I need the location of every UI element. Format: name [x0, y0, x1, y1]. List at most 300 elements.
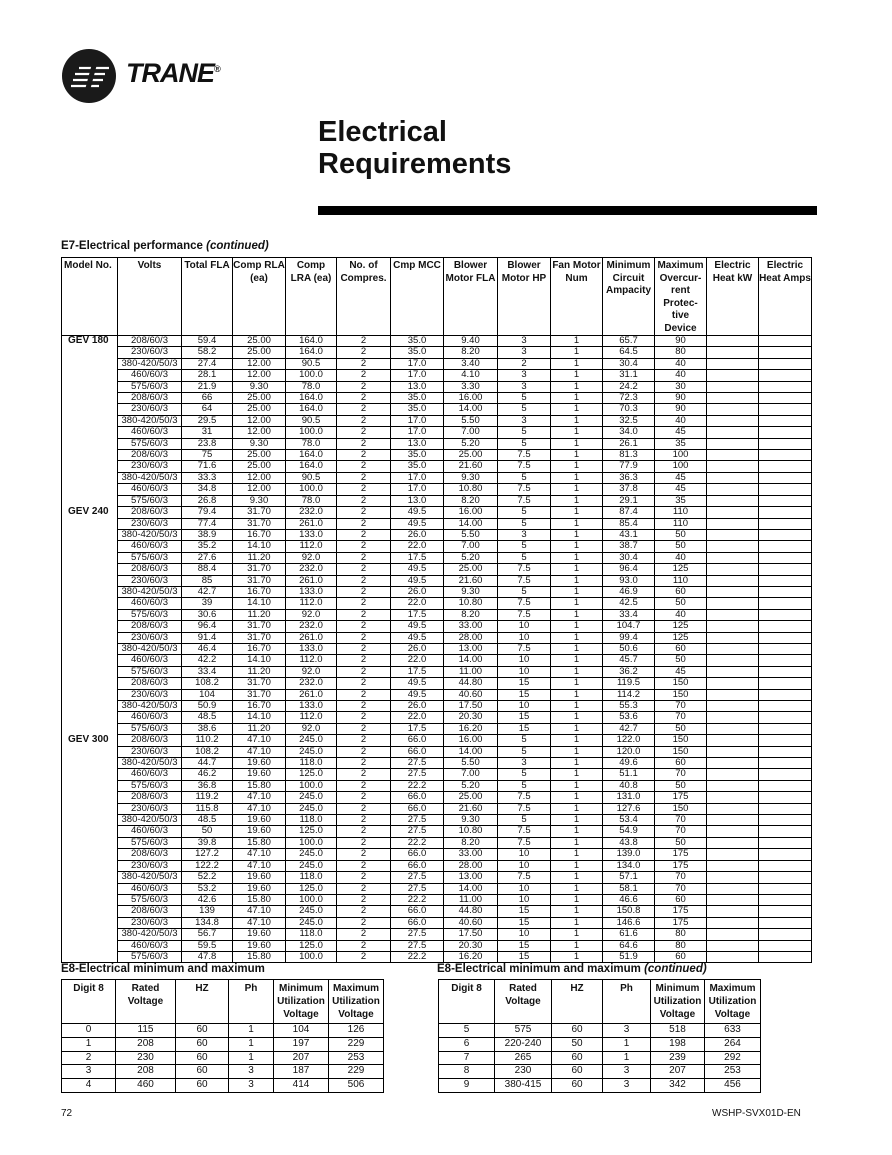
table-cell: 2 — [337, 735, 391, 746]
table-cell: 10 — [498, 883, 551, 894]
empty-cell — [759, 564, 812, 575]
table-cell: 3 — [498, 370, 551, 381]
table-cell: 9.30 — [233, 495, 286, 506]
table-cell: 1 — [551, 347, 603, 358]
empty-cell — [759, 780, 812, 791]
table-cell: 44.80 — [444, 906, 498, 917]
table-cell: 127.6 — [603, 803, 655, 814]
table-cell: 19.60 — [233, 940, 286, 951]
table-cell: 16.20 — [444, 951, 498, 962]
table-cell: 9.30 — [444, 472, 498, 483]
table-cell: 100 — [655, 450, 707, 461]
table-cell: 100.0 — [286, 951, 337, 962]
table-cell: 26.1 — [603, 438, 655, 449]
table-row — [62, 438, 812, 449]
empty-cell — [759, 792, 812, 803]
table-cell: 1 — [551, 427, 603, 438]
table-cell: 1 — [551, 450, 603, 461]
table-cell: 104 — [182, 689, 233, 700]
table-cell: 25.00 — [233, 347, 286, 358]
column-header: Maximum Utilization Voltage — [329, 980, 384, 1024]
table-cell: 575/60/3 — [118, 381, 182, 392]
table-cell: 1 — [551, 484, 603, 495]
table-cell: 125 — [655, 564, 707, 575]
model-cell — [62, 860, 118, 871]
table-cell: 87.4 — [603, 507, 655, 518]
table-cell: 108.2 — [182, 746, 233, 757]
table-row — [62, 1079, 384, 1093]
table-cell: 19.60 — [233, 758, 286, 769]
table-cell: 27.6 — [182, 552, 233, 563]
table-cell: 33.4 — [182, 666, 233, 677]
table-cell: 19.60 — [233, 883, 286, 894]
empty-cell — [707, 632, 759, 643]
model-cell: GEV 300 — [62, 735, 118, 746]
table-cell: 39 — [182, 598, 233, 609]
table-cell: 208/60/3 — [118, 792, 182, 803]
table-cell: 164.0 — [286, 450, 337, 461]
table-cell: 575/60/3 — [118, 438, 182, 449]
table-row — [62, 701, 812, 712]
table-cell: 230/60/3 — [118, 803, 182, 814]
empty-cell — [707, 643, 759, 654]
table-row — [62, 427, 812, 438]
table-cell: 115 — [116, 1024, 176, 1038]
column-header: HZ — [176, 980, 229, 1024]
table-cell: 47.10 — [233, 860, 286, 871]
table-cell: 5 — [498, 438, 551, 449]
empty-cell — [707, 370, 759, 381]
model-cell — [62, 792, 118, 803]
table-cell: 1 — [551, 358, 603, 369]
table-cell: 1 — [551, 552, 603, 563]
table-cell: 28.00 — [444, 860, 498, 871]
empty-cell — [707, 518, 759, 529]
empty-cell — [759, 803, 812, 814]
empty-cell — [707, 689, 759, 700]
table-cell: 575/60/3 — [118, 495, 182, 506]
table-cell: 2 — [337, 438, 391, 449]
table-cell: 27.5 — [391, 758, 444, 769]
table-row — [62, 929, 812, 940]
table-cell: 2 — [337, 643, 391, 654]
table-cell: 31.70 — [233, 507, 286, 518]
table-cell: 175 — [655, 860, 707, 871]
table-cell: 2 — [337, 609, 391, 620]
table-cell: 1 — [551, 883, 603, 894]
table-cell: 3 — [229, 1065, 274, 1079]
column-header: No. of Compres. — [337, 258, 391, 336]
empty-cell — [759, 609, 812, 620]
table-cell: 24.2 — [603, 381, 655, 392]
model-cell — [62, 689, 118, 700]
table-cell: 1 — [229, 1024, 274, 1038]
table-cell: 35.2 — [182, 541, 233, 552]
table-cell: 13.00 — [444, 643, 498, 654]
table-cell: 380-420/50/3 — [118, 872, 182, 883]
table-cell: 1 — [551, 689, 603, 700]
table-cell: 45 — [655, 484, 707, 495]
model-cell — [62, 518, 118, 529]
empty-cell — [707, 655, 759, 666]
table-cell: 3 — [603, 1065, 651, 1079]
table-cell: 90.5 — [286, 358, 337, 369]
table-cell: 35 — [655, 495, 707, 506]
table-cell: 633 — [705, 1024, 761, 1038]
table-cell: 5 — [498, 746, 551, 757]
table-cell: 3 — [498, 336, 551, 347]
table-cell: 575/60/3 — [118, 780, 182, 791]
table-row — [62, 609, 812, 620]
empty-cell — [759, 347, 812, 358]
brand-logo-text: TRANE® — [126, 58, 220, 88]
table-cell: 5 — [498, 769, 551, 780]
table-cell: 16.70 — [233, 643, 286, 654]
table-cell: 164.0 — [286, 336, 337, 347]
table-cell: 7.5 — [498, 643, 551, 654]
table-cell: 1 — [551, 894, 603, 905]
table-cell: 1 — [551, 621, 603, 632]
table-cell: 59.4 — [182, 336, 233, 347]
table-cell: 27.5 — [391, 826, 444, 837]
table-cell: 60 — [655, 586, 707, 597]
table-cell: 40 — [655, 609, 707, 620]
table-cell: 10 — [498, 666, 551, 677]
table-cell: 80 — [655, 347, 707, 358]
table-row — [62, 735, 812, 746]
table-cell: 380-420/50/3 — [118, 529, 182, 540]
table-cell: 1 — [551, 929, 603, 940]
table-cell: 1 — [551, 643, 603, 654]
table-cell: 460/60/3 — [118, 883, 182, 894]
table-cell: 380-420/50/3 — [118, 586, 182, 597]
table-cell: 380-420/50/3 — [118, 758, 182, 769]
table-cell: 48.5 — [182, 712, 233, 723]
table-row — [62, 370, 812, 381]
table-cell: 29.1 — [603, 495, 655, 506]
table-row — [62, 347, 812, 358]
table-cell: 50 — [655, 780, 707, 791]
table-row — [62, 552, 812, 563]
table-cell: 30 — [655, 381, 707, 392]
model-cell — [62, 746, 118, 757]
table-cell: 1 — [551, 792, 603, 803]
table-cell: 5.50 — [444, 415, 498, 426]
table-cell: 7.00 — [444, 541, 498, 552]
table-cell: 3.40 — [444, 358, 498, 369]
table-cell: 2 — [337, 404, 391, 415]
table-cell: 8 — [439, 1065, 495, 1079]
table-cell: 78.0 — [286, 381, 337, 392]
table-cell: 164.0 — [286, 393, 337, 404]
table-cell: 12.00 — [233, 370, 286, 381]
empty-cell — [759, 906, 812, 917]
table-cell: 61.6 — [603, 929, 655, 940]
table-cell: 17.0 — [391, 472, 444, 483]
empty-cell — [759, 643, 812, 654]
table-cell: 60 — [655, 758, 707, 769]
table-cell: 2 — [337, 484, 391, 495]
table-cell: 7.5 — [498, 495, 551, 506]
table-cell: 7.00 — [444, 769, 498, 780]
table-cell: 100.0 — [286, 894, 337, 905]
trane-logo-icon — [61, 48, 117, 104]
table-cell: 90 — [655, 336, 707, 347]
title-rule — [318, 206, 817, 215]
column-header: Rated Voltage — [495, 980, 552, 1024]
table-cell: 253 — [705, 1065, 761, 1079]
table-cell: 5.20 — [444, 780, 498, 791]
table-cell: 253 — [329, 1051, 384, 1065]
table-row — [62, 393, 812, 404]
table-cell: 1 — [551, 415, 603, 426]
table-cell: 35.0 — [391, 347, 444, 358]
table-cell: 133.0 — [286, 701, 337, 712]
column-header: Total FLA — [182, 258, 233, 336]
table-cell: 9 — [439, 1079, 495, 1093]
table-cell: 21.60 — [444, 575, 498, 586]
table-cell: 39.8 — [182, 837, 233, 848]
empty-cell — [759, 552, 812, 563]
table-cell: 70 — [655, 815, 707, 826]
table-cell: 1 — [551, 951, 603, 962]
table-cell: 5 — [498, 472, 551, 483]
table-cell: 114.2 — [603, 689, 655, 700]
table-cell: 15 — [498, 951, 551, 962]
table-cell: 40.60 — [444, 689, 498, 700]
table-cell: 1 — [551, 780, 603, 791]
table-cell: 31.70 — [233, 689, 286, 700]
table-cell: 30.4 — [603, 358, 655, 369]
table-cell: 5 — [498, 404, 551, 415]
model-cell — [62, 621, 118, 632]
table-cell: 53.2 — [182, 883, 233, 894]
table-cell: 1 — [551, 746, 603, 757]
table-cell: 66 — [182, 393, 233, 404]
table-cell: 11.00 — [444, 894, 498, 905]
column-header: Minimum Utilization Voltage — [651, 980, 705, 1024]
empty-cell — [759, 415, 812, 426]
table-cell: 2 — [337, 666, 391, 677]
table-cell: 1 — [551, 723, 603, 734]
table-cell: 3 — [229, 1079, 274, 1093]
table-row — [62, 541, 812, 552]
table-cell: 112.0 — [286, 598, 337, 609]
table-cell: 5 — [498, 735, 551, 746]
table-cell: 28.00 — [444, 632, 498, 643]
empty-cell — [759, 894, 812, 905]
table-row — [62, 746, 812, 757]
table-cell: 1 — [603, 1051, 651, 1065]
table-cell: 58.2 — [182, 347, 233, 358]
table-row — [62, 666, 812, 677]
table-cell: 15 — [498, 678, 551, 689]
table-cell: 10.80 — [444, 598, 498, 609]
table-row — [62, 780, 812, 791]
table-cell: 1 — [551, 826, 603, 837]
empty-cell — [759, 621, 812, 632]
table-cell: 230/60/3 — [118, 689, 182, 700]
table-cell: 12.00 — [233, 472, 286, 483]
table-cell: 208/60/3 — [118, 507, 182, 518]
model-cell — [62, 815, 118, 826]
empty-cell — [707, 586, 759, 597]
table-cell: 49.5 — [391, 518, 444, 529]
table-cell: 22.2 — [391, 894, 444, 905]
table-cell: 100 — [655, 461, 707, 472]
empty-cell — [707, 404, 759, 415]
table-cell: 26.0 — [391, 586, 444, 597]
table-cell: 3 — [603, 1024, 651, 1038]
table-cell: 66.0 — [391, 735, 444, 746]
table-cell: 460/60/3 — [118, 655, 182, 666]
table-cell: 16.00 — [444, 393, 498, 404]
table-cell: 79.4 — [182, 507, 233, 518]
table-cell: 2 — [337, 917, 391, 928]
table-cell: 9.30 — [233, 438, 286, 449]
empty-cell — [759, 701, 812, 712]
table-cell: 5 — [498, 518, 551, 529]
table-cell: 17.50 — [444, 701, 498, 712]
table-cell: 31.70 — [233, 575, 286, 586]
table-cell: 2 — [337, 723, 391, 734]
table-cell: 100.0 — [286, 427, 337, 438]
table-cell: 2 — [62, 1051, 116, 1065]
table-cell: 31.70 — [233, 678, 286, 689]
table-cell: 1 — [551, 758, 603, 769]
table-cell: 13.0 — [391, 438, 444, 449]
column-header: Minimum Utilization Voltage — [274, 980, 329, 1024]
table-cell: 175 — [655, 917, 707, 928]
table-cell: 220-240 — [495, 1037, 552, 1051]
empty-cell — [707, 872, 759, 883]
table-cell: 45.7 — [603, 655, 655, 666]
empty-cell — [707, 461, 759, 472]
table-cell: 208 — [116, 1065, 176, 1079]
table-cell: 7.5 — [498, 803, 551, 814]
table-cell: 66.0 — [391, 803, 444, 814]
empty-cell — [707, 666, 759, 677]
table-row — [62, 529, 812, 540]
table-cell: 27.5 — [391, 929, 444, 940]
table-cell: 1 — [551, 735, 603, 746]
empty-cell — [707, 438, 759, 449]
table-cell: 3 — [498, 347, 551, 358]
table-cell: 91.4 — [182, 632, 233, 643]
table-cell: 207 — [651, 1065, 705, 1079]
table-cell: 9.30 — [444, 815, 498, 826]
empty-cell — [707, 723, 759, 734]
table-cell: 10 — [498, 655, 551, 666]
empty-cell — [707, 894, 759, 905]
table-cell: 7.5 — [498, 484, 551, 495]
table-cell: 2 — [337, 792, 391, 803]
table-cell: 2 — [337, 758, 391, 769]
empty-cell — [759, 507, 812, 518]
table-cell: 100.0 — [286, 780, 337, 791]
table-cell: 21.60 — [444, 803, 498, 814]
table-cell: 119.5 — [603, 678, 655, 689]
table-cell: 2 — [337, 849, 391, 860]
e7-caption: E7-Electrical performance (continued) — [61, 240, 269, 252]
table-cell: 80 — [655, 940, 707, 951]
model-cell — [62, 655, 118, 666]
table-cell: 1 — [551, 404, 603, 415]
table-cell: 35.0 — [391, 336, 444, 347]
empty-cell — [759, 689, 812, 700]
empty-cell — [707, 358, 759, 369]
table-row — [62, 803, 812, 814]
table-cell: 208/60/3 — [118, 393, 182, 404]
empty-cell — [759, 917, 812, 928]
table-cell: 66.0 — [391, 792, 444, 803]
table-cell: 20.30 — [444, 940, 498, 951]
empty-cell — [707, 837, 759, 848]
empty-cell — [707, 849, 759, 860]
table-cell: 175 — [655, 849, 707, 860]
table-cell: 506 — [329, 1079, 384, 1093]
empty-cell — [759, 735, 812, 746]
table-cell: 27.5 — [391, 815, 444, 826]
column-header: Rated Voltage — [116, 980, 176, 1024]
empty-cell — [759, 484, 812, 495]
e7-electrical-performance-table — [61, 257, 812, 963]
table-cell: 460/60/3 — [118, 940, 182, 951]
table-cell: 230/60/3 — [118, 518, 182, 529]
table-cell: 27.5 — [391, 883, 444, 894]
table-cell: 42.7 — [603, 723, 655, 734]
table-cell: 208 — [116, 1037, 176, 1051]
table-cell: 575/60/3 — [118, 666, 182, 677]
table-cell: 66.0 — [391, 906, 444, 917]
table-row — [62, 472, 812, 483]
table-cell: 115.8 — [182, 803, 233, 814]
table-cell: 11.20 — [233, 666, 286, 677]
empty-cell — [759, 632, 812, 643]
column-header: Digit 8 — [62, 980, 116, 1024]
empty-cell — [759, 929, 812, 940]
table-row — [62, 940, 812, 951]
table-cell: 19.60 — [233, 872, 286, 883]
table-cell: 1 — [551, 678, 603, 689]
table-cell: 139 — [182, 906, 233, 917]
table-cell: 232.0 — [286, 621, 337, 632]
table-cell: 40 — [655, 415, 707, 426]
model-cell — [62, 906, 118, 917]
table-cell: 229 — [329, 1065, 384, 1079]
model-cell — [62, 666, 118, 677]
model-cell — [62, 894, 118, 905]
table-cell: 1 — [229, 1051, 274, 1065]
table-cell: 3 — [498, 758, 551, 769]
table-cell: 44.7 — [182, 758, 233, 769]
table-row — [62, 507, 812, 518]
empty-cell — [759, 404, 812, 415]
table-cell: 25.00 — [444, 450, 498, 461]
table-cell: 1 — [62, 1037, 116, 1051]
table-cell: 2 — [337, 507, 391, 518]
table-cell: 40 — [655, 552, 707, 563]
table-cell: 380-420/50/3 — [118, 643, 182, 654]
model-cell — [62, 643, 118, 654]
table-cell: 38.6 — [182, 723, 233, 734]
table-cell: 460 — [116, 1079, 176, 1093]
table-cell: 164.0 — [286, 404, 337, 415]
table-cell: 175 — [655, 792, 707, 803]
table-cell: 232.0 — [286, 564, 337, 575]
table-cell: 55.3 — [603, 701, 655, 712]
table-cell: 2 — [337, 689, 391, 700]
